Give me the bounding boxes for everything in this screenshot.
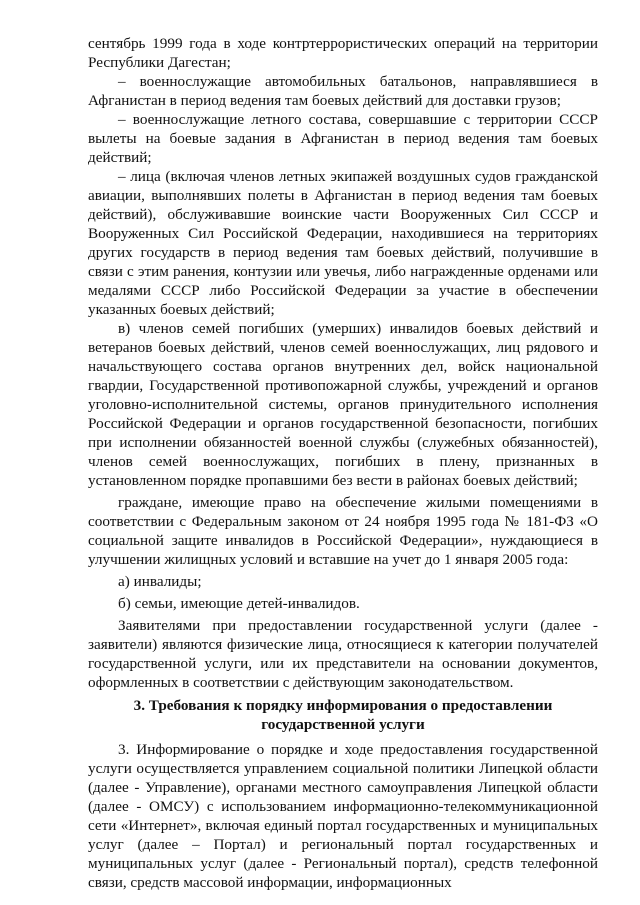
list-item-invalids: а) инвалиды;: [118, 573, 202, 590]
list-item-families: б) семьи, имеющие детей-инвалидов.: [118, 595, 360, 612]
paragraph-housing-rights: граждане, имеющие право на обеспечение жилыми помещениями в соответствии с Федеральным законом от 24 ноября 1995 года № 181-ФЗ «О социальной защите инвалидов в Российской Федерации», нуждающиеся в улучшении жилищных условий и вставшие на учет до 1 января 2005 года:: [88, 494, 598, 568]
paragraph-applicants: Заявителями при предоставлении государственной услуги (далее - заявители) являются физические лица, относящиеся к категории получателей государственной услуги, или их представители на основании документов, оформленных в соответствии с действующим законодательством.: [88, 617, 598, 691]
paragraph-family-members: в) членов семей погибших (умерших) инвалидов боевых действий и ветеранов боевых действий, членов семей военнослужащих, лиц рядового и начальствующего состава органов внутренних дел, войск национальной гвардии, Государственной противопожарной службы, учреждений и органов уголовно-исполнительной системы, органов принудительного исполнения Российской Федерации и органов государственной безопасности, погибших при исполнении обязанностей военной службы (служебных обязанностей), членов семей военнослужащих, погибших в плену, признанных в установленном порядке пропавшими без вести в районах боевых действий;: [88, 320, 598, 489]
document-body: [88, 34, 598, 892]
paragraph-auto-battalions: – военнослужащие автомобильных батальонов, направлявшиеся в Афганистан в период ведения там боевых действий для доставки грузов;: [88, 73, 598, 109]
paragraph-civil-aviation: – лица (включая членов летных экипажей воздушных судов гражданской авиации, выполнявших полеты в Афганистан в период ведения там боевых действий), обслуживавшие воинские части Вооруженных Сил СССР и Вооруженных Сил Российской Федерации, находившиеся на территориях других государств в период ведения там боевых действий, получившие в связи с этим ранения, контузии или увечья, либо награжденные орденами или медалями СССР либо Российской Федерации за участие в обеспечении указанных боевых действий;: [88, 168, 598, 318]
section-heading: 3. Требования к порядку информирования о предоставлении государственной услуги: [133, 697, 553, 733]
paragraph-dagestan: сентябрь 1999 года в ходе контртеррористических операций на территории Республики Дагестан;: [88, 35, 598, 71]
paragraph-informing: 3. Информирование о порядке и ходе предоставления государственной услуги осуществляется управлением социальной политики Липецкой области (далее - Управление), органами местного самоуправления Липецкой области (далее - ОМСУ) с использованием информационно-телекоммуникационной сети «Интернет», включая единый портал государственных и муниципальных услуг (далее – Портал) и региональный портал государственных и муниципальных услуг (далее - Региональный портал), средств телефонной связи, средств массовой информации, информационных: [88, 741, 598, 891]
paragraph-flight-crew: – военнослужащие летного состава, совершавшие с территории СССР вылеты на боевые задания в Афганистан в период ведения там боевых действий;: [88, 111, 598, 166]
